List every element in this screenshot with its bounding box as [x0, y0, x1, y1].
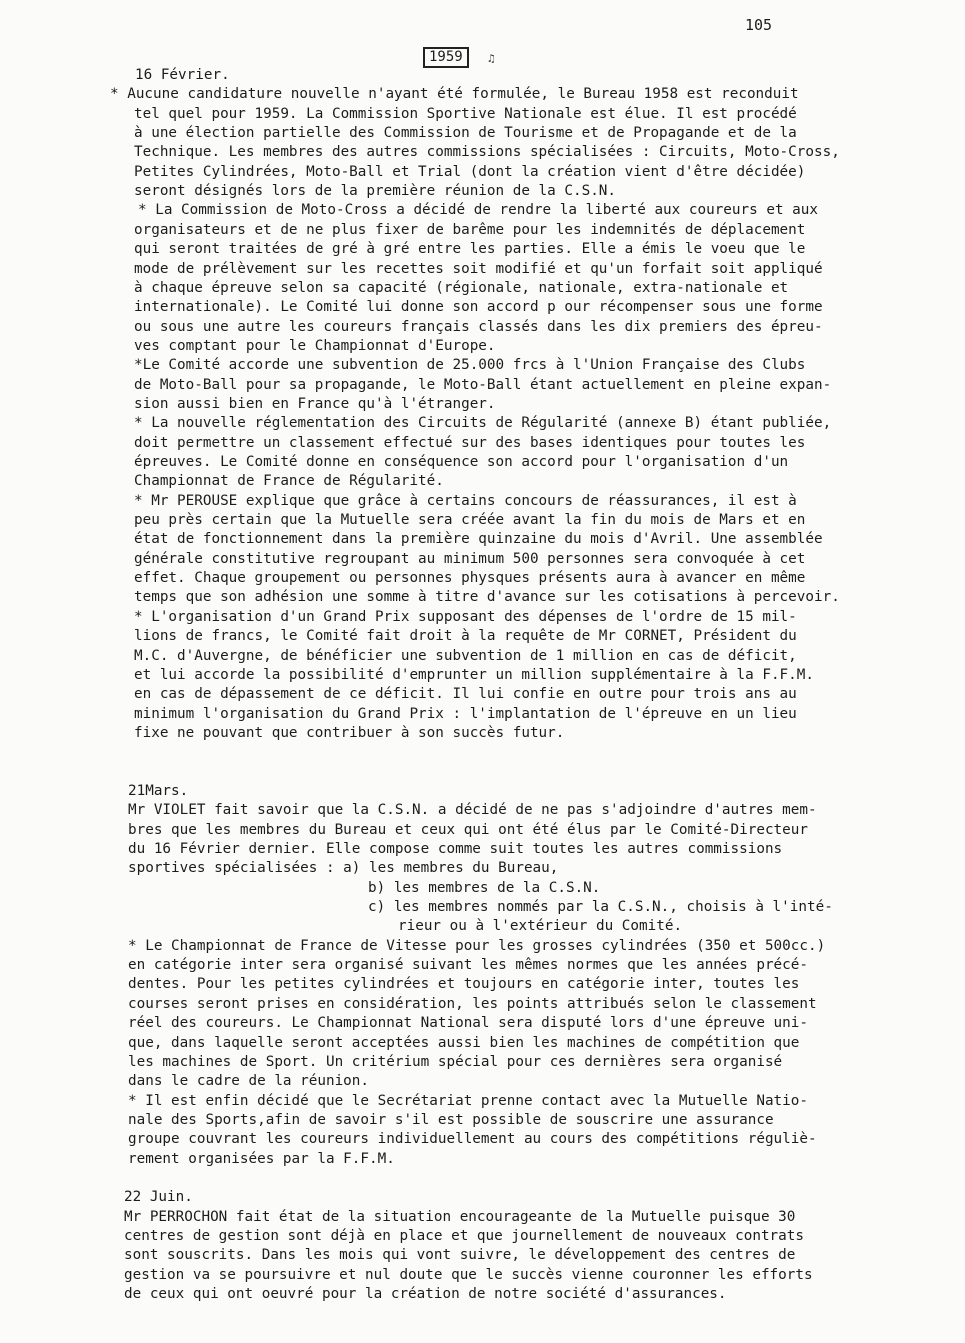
text-line: qui seront traitées de gré à gré entre les parties. Elle a émis le voeu que le	[134, 241, 806, 258]
year-box: 1959	[423, 47, 469, 68]
text-line: * La Commission de Moto-Cross a décidé de rendre la liberté aux coureurs et aux	[138, 202, 818, 219]
text-line: rement organisées par la F.F.M.	[128, 1150, 395, 1167]
text-line: 16 Février.	[135, 67, 230, 83]
text-line: sion aussi bien en France qu'à l'étranger.	[134, 395, 496, 412]
text-line: * L'organisation d'un Grand Prix supposant des dépenses de l'ordre de 15 mil-	[134, 608, 797, 625]
text-line: seront désignés lors de la première réunion de la C.S.N.	[134, 183, 617, 200]
text-line: de ceux qui ont oeuvré pour la création de notre société d'assurances.	[124, 1286, 727, 1303]
text-line: en catégorie inter sera organisé suivant les mêmes normes que les années précé-	[128, 957, 808, 974]
text-line: * Il est enfin décidé que le Secrétariat prenne contact avec la Mutuelle Natio-	[128, 1092, 808, 1109]
text-line: 21Mars.	[128, 782, 189, 799]
text-line: ves comptant pour le Championnat d'Europe.	[134, 337, 496, 354]
text-line: organisateurs et de ne plus fixer de barême pour les indemnités de déplacement	[134, 221, 806, 238]
text-line: bres que les membres du Bureau et ceux qui ont été élus par le Comité-Directeur	[128, 821, 808, 838]
text-line: nale des Sports,afin de savoir s'il est possible de souscrire une assurance	[128, 1111, 774, 1128]
text-line: effet. Chaque groupement ou personnes physques présents aura à avancer en même	[134, 570, 806, 587]
stamp-mark-icon: ♫	[488, 52, 495, 65]
text-line: épreuves. Le Comité donne en conséquence son accord pour l'organisation d'un	[134, 454, 789, 470]
text-line: Petites Cylindrées, Moto-Ball et Trial (dont la création vient d'être décidée)	[134, 163, 806, 180]
text-line: doit permettre un classement effectué sur des bases identiques pour toutes les	[134, 434, 806, 451]
text-line: ou sous une autre les coureurs français classés dans les dix premiers des épreu-	[134, 318, 823, 335]
text-line: * Aucune candidature nouvelle n'ayant été formulée, le Bureau 1958 est reconduit	[110, 86, 799, 103]
text-line: peu près certain que la Mutuelle sera créée avant la fin du mois de Mars et en	[134, 512, 806, 529]
text-line: Mr PERROCHON fait état de la situation encourageante de la Mutuelle puisque 30	[124, 1208, 796, 1225]
text-line: * La nouvelle réglementation des Circuits de Régularité (annexe B) étant publiée,	[134, 415, 832, 432]
text-line: à une élection partielle des Commission de Tourisme et de Propagande et de la	[134, 125, 797, 142]
text-line: b) les membres de la C.S.N.	[368, 879, 601, 896]
text-line: groupe couvrant les coureurs individuellement au cours des compétitions réguliè-	[128, 1131, 817, 1148]
text-line: gestion va se poursuivre et nul doute que le succès vienne couronner les efforts	[124, 1266, 813, 1283]
text-line: centres de gestion sont déjà en place et que journellement de nouveaux contrats	[124, 1228, 804, 1244]
text-line: courses seront prises en considération, les points attribués selon le classement	[128, 995, 817, 1012]
text-line: Technique. Les membres des autres commissions spécialisées : Circuits, Moto-Cross,	[134, 144, 840, 161]
text-line: que, dans laquelle seront acceptées aussi bien les machines de compétition que	[128, 1034, 800, 1051]
text-line: en cas de dépassement de ce déficit. Il lui confie en outre pour trois ans au	[134, 686, 797, 703]
page-number: 105	[745, 16, 773, 34]
text-line: temps que son adhésion une somme à titre d'avance sur les cotisations à percevoir.	[134, 589, 840, 606]
text-line: sportives spécialisées : a) les membres du Bureau,	[128, 860, 559, 877]
text-line: minimum l'organisation du Grand Prix : l'implantation de l'épreuve en un lieu	[134, 705, 797, 722]
text-line: internationale). Le Comité lui donne son accord p our récompenser sous une forme	[134, 299, 823, 316]
text-line: réel des coureurs. Le Championnat National sera disputé lors d'une épreuve uni-	[128, 1015, 808, 1032]
text-line: état de fonctionnement dans la première quinzaine du mois d'Avril. Une assemblée	[134, 531, 823, 548]
text-line: sont souscrits. Dans les mois qui vont suivre, le développement des centres de	[124, 1247, 796, 1264]
text-line: c) les membres nommés par la C.S.N., choisis à l'inté-	[368, 899, 833, 916]
text-line: * Mr PEROUSE explique que grâce à certains concours de réassurances, il est à	[134, 492, 797, 509]
text-line: Championnat de France de Régularité.	[134, 473, 444, 490]
text-line: et lui accorde la possibilité d'emprunter un million supplémentaire à la F.F.M.	[134, 666, 814, 683]
text-line: * Le Championnat de France de Vitesse pour les grosses cylindrées (350 et 500cc.)	[128, 937, 826, 954]
text-line: *Le Comité accorde une subvention de 25.000 frcs à l'Union Française des Clubs	[134, 357, 806, 374]
text-line: tel quel pour 1959. La Commission Sportive Nationale est élue. Il est procédé	[134, 105, 797, 122]
text-line: dentes. Pour les petites cylindrées et toujours en catégorie inter, toutes les	[128, 976, 800, 993]
text-line: dans le cadre de la réunion.	[128, 1073, 370, 1090]
text-line: 22 Juin.	[124, 1189, 193, 1206]
text-line: fixe ne pouvant que contribuer à son succès futur.	[134, 724, 565, 741]
text-line: lions de francs, le Comité fait droit à la requête de Mr CORNET, Président du	[134, 628, 797, 645]
text-line: du 16 Février dernier. Elle compose comme suit toutes les autres commissions	[128, 841, 783, 857]
text-line: rieur ou à l'extérieur du Comité.	[398, 918, 683, 935]
text-line: à chaque épreuve selon sa capacité (régionale, nationale, extra-nationale et	[134, 279, 789, 296]
text-line: les machines de Sport. Un critérium spécial pour ces dernières sera organisé	[128, 1053, 783, 1070]
text-line: de Moto-Ball pour sa propagande, le Moto-Ball étant actuellement en pleine expan-	[134, 376, 832, 393]
text-line: mode de prélèvement sur les recettes soit modifié et qu'un forfait soit appliqué	[134, 260, 823, 277]
text-line: Mr VIOLET fait savoir que la C.S.N. a décidé de ne pas s'adjoindre d'autres mem-	[128, 802, 817, 819]
text-line: générale constitutive regroupant au minimum 500 personnes sera convoquée à cet	[134, 550, 806, 567]
text-line: M.C. d'Auvergne, de bénéficier une subvention de 1 million en cas de déficit,	[134, 647, 797, 664]
